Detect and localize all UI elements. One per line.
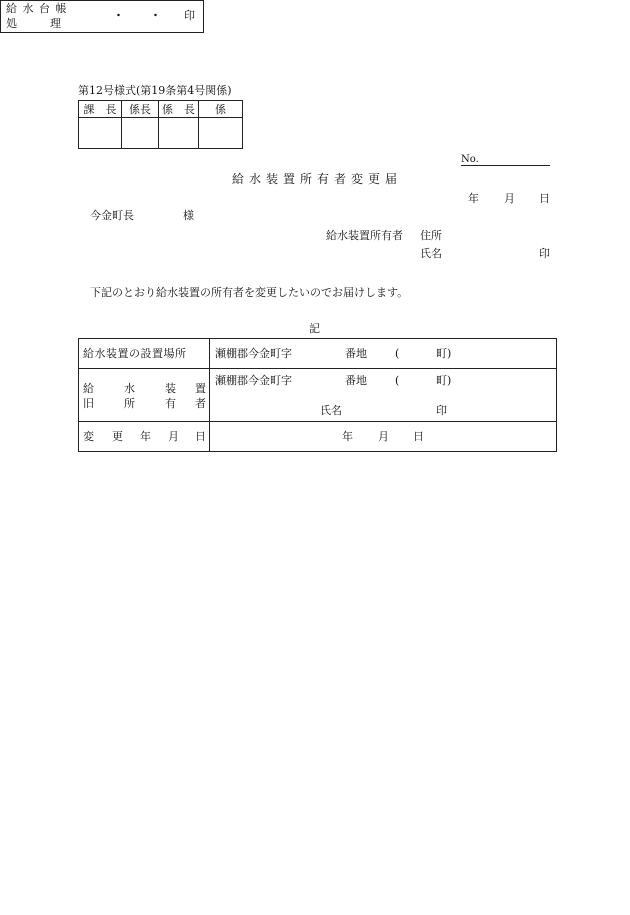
- ledger-seal: 印: [184, 9, 195, 22]
- approval-header-assistant-chief: 係長: [122, 101, 159, 118]
- applicant-address-label: 住所: [420, 229, 442, 242]
- applicant-owner-label: 給水装置所有者: [326, 229, 403, 242]
- date-month-label: 月: [504, 192, 515, 205]
- applicant-name-label: 氏名: [420, 247, 442, 260]
- former-owner-label-5: 旧: [83, 397, 94, 410]
- former-owner-label-1: 給: [83, 382, 94, 395]
- approval-stamp-cell[interactable]: [199, 118, 243, 149]
- former-owner-label-4: 置: [195, 382, 206, 395]
- change-date-label-cell: [79, 422, 210, 452]
- change-date-year-label: 年: [342, 430, 353, 443]
- date-day-label: 日: [539, 192, 550, 205]
- former-owner-label-7: 有: [165, 397, 176, 410]
- form-number: 第12号様式(第19条第4号関係): [78, 84, 232, 97]
- former-owner-label-6: 所: [124, 397, 135, 410]
- number-label: No.: [461, 154, 479, 165]
- former-owner-value-cell[interactable]: [210, 369, 557, 422]
- former-owner-address-prefix: 瀬棚郡今金町字: [215, 374, 292, 387]
- date-year-label: 年: [468, 192, 479, 205]
- former-owner-label-2: 水: [124, 382, 135, 395]
- change-date-value-cell[interactable]: [210, 422, 557, 452]
- former-owner-banchi-label: 番地: [345, 374, 367, 387]
- former-owner-town-label: 町): [436, 374, 452, 387]
- change-date-label-3: 年: [140, 430, 151, 443]
- approval-stamp-cell[interactable]: [159, 118, 199, 149]
- approval-header-subsection-chief: 係 長: [159, 101, 199, 118]
- former-owner-seal: 印: [436, 404, 447, 417]
- ledger-line2: 処 理: [6, 17, 61, 30]
- installation-address-prefix: 瀬棚郡今金町字: [215, 347, 292, 360]
- former-owner-label-3: 装: [165, 382, 176, 395]
- approval-stamp-cell[interactable]: [79, 118, 122, 149]
- installation-town-label: 町): [436, 347, 452, 360]
- ledger-line1: 給 水 台 帳: [6, 2, 68, 15]
- change-date-label-4: 月: [168, 430, 179, 443]
- former-owner-label-cell: [79, 369, 210, 422]
- applicant-seal: 印: [539, 247, 550, 260]
- addressee-honorific: 様: [183, 209, 194, 222]
- record-heading: 記: [309, 322, 320, 335]
- installation-place-label: 給水装置の設置場所: [83, 347, 187, 360]
- installation-open-paren: (: [395, 347, 400, 360]
- change-date-label-5: 日: [195, 430, 206, 443]
- page-title: 給水装置所有者変更届: [232, 172, 403, 186]
- ledger-processing-box: [0, 0, 204, 33]
- change-date-label-2: 更: [112, 430, 123, 443]
- ledger-dot: ・: [113, 9, 124, 22]
- approval-stamp-cell[interactable]: [122, 118, 159, 149]
- former-owner-name-label: 氏名: [320, 404, 342, 417]
- change-date-label-1: 変: [83, 430, 94, 443]
- installation-place-label-cell: [79, 339, 210, 369]
- installation-banchi-label: 番地: [345, 347, 367, 360]
- change-date-month-label: 月: [378, 430, 389, 443]
- body-text: 下記のとおり給水装置の所有者を変更したいのでお届けします。: [90, 286, 409, 299]
- former-owner-label-8: 者: [195, 397, 206, 410]
- approval-stamp-table: [78, 100, 243, 149]
- former-owner-open-paren: (: [395, 374, 400, 387]
- number-field[interactable]: [461, 165, 550, 166]
- installation-place-value-cell[interactable]: [210, 339, 557, 369]
- change-date-day-label: 日: [413, 430, 424, 443]
- approval-header-staff: 係: [199, 101, 243, 118]
- change-details-table: [78, 338, 557, 452]
- approval-header-section-chief: 課 長: [79, 101, 122, 118]
- ledger-dot: ・: [150, 9, 161, 22]
- addressee-name: 今金町長: [90, 209, 134, 222]
